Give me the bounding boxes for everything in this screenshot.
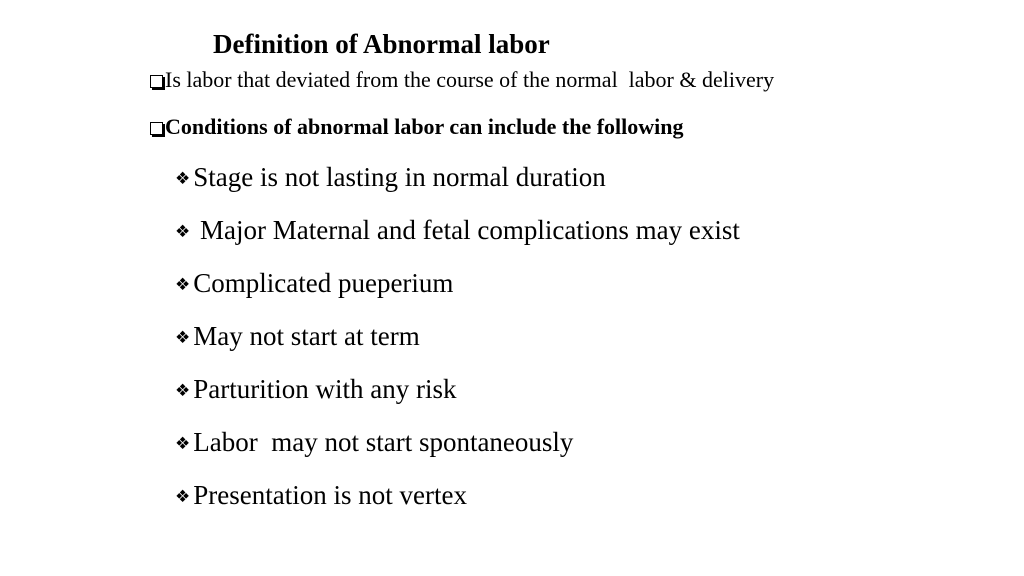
square-box-icon xyxy=(150,122,163,135)
list-item xyxy=(175,372,456,408)
list-item-text: Major Maternal and fetal complications may exist xyxy=(193,215,740,245)
list-item xyxy=(175,319,420,355)
list-item xyxy=(175,266,453,302)
slide-title: Definition of Abnormal labor xyxy=(213,29,550,59)
four-diamond-icon: ❖ xyxy=(175,328,191,348)
four-diamond-icon: ❖ xyxy=(175,434,191,454)
four-diamond-icon: ❖ xyxy=(175,487,191,507)
list-item xyxy=(175,213,740,249)
list-item-text: Parturition with any risk xyxy=(193,374,457,404)
four-diamond-icon: ❖ xyxy=(175,275,191,295)
four-diamond-icon: ❖ xyxy=(175,381,191,401)
square-box-icon xyxy=(150,75,163,88)
four-diamond-icon: ❖ xyxy=(175,222,191,242)
intro-bullet xyxy=(150,65,774,95)
list-item-text: Presentation is not vertex xyxy=(193,480,467,510)
list-item-text: Complicated pueperium xyxy=(193,268,454,298)
conditions-text: Conditions of abnormal labor can include the following xyxy=(165,114,684,139)
intro-text: Is labor that deviated from the course of the normal labor & delivery xyxy=(165,67,775,92)
list-item-text: May not start at term xyxy=(193,321,420,351)
four-diamond-icon: ❖ xyxy=(175,169,191,189)
list-item-text: Stage is not lasting in normal duration xyxy=(193,162,606,192)
list-item-text: Labor may not start spontaneously xyxy=(193,427,574,457)
list-item xyxy=(175,478,467,514)
list-item xyxy=(175,160,606,196)
conditions-heading xyxy=(150,112,684,142)
list-item xyxy=(175,425,573,461)
